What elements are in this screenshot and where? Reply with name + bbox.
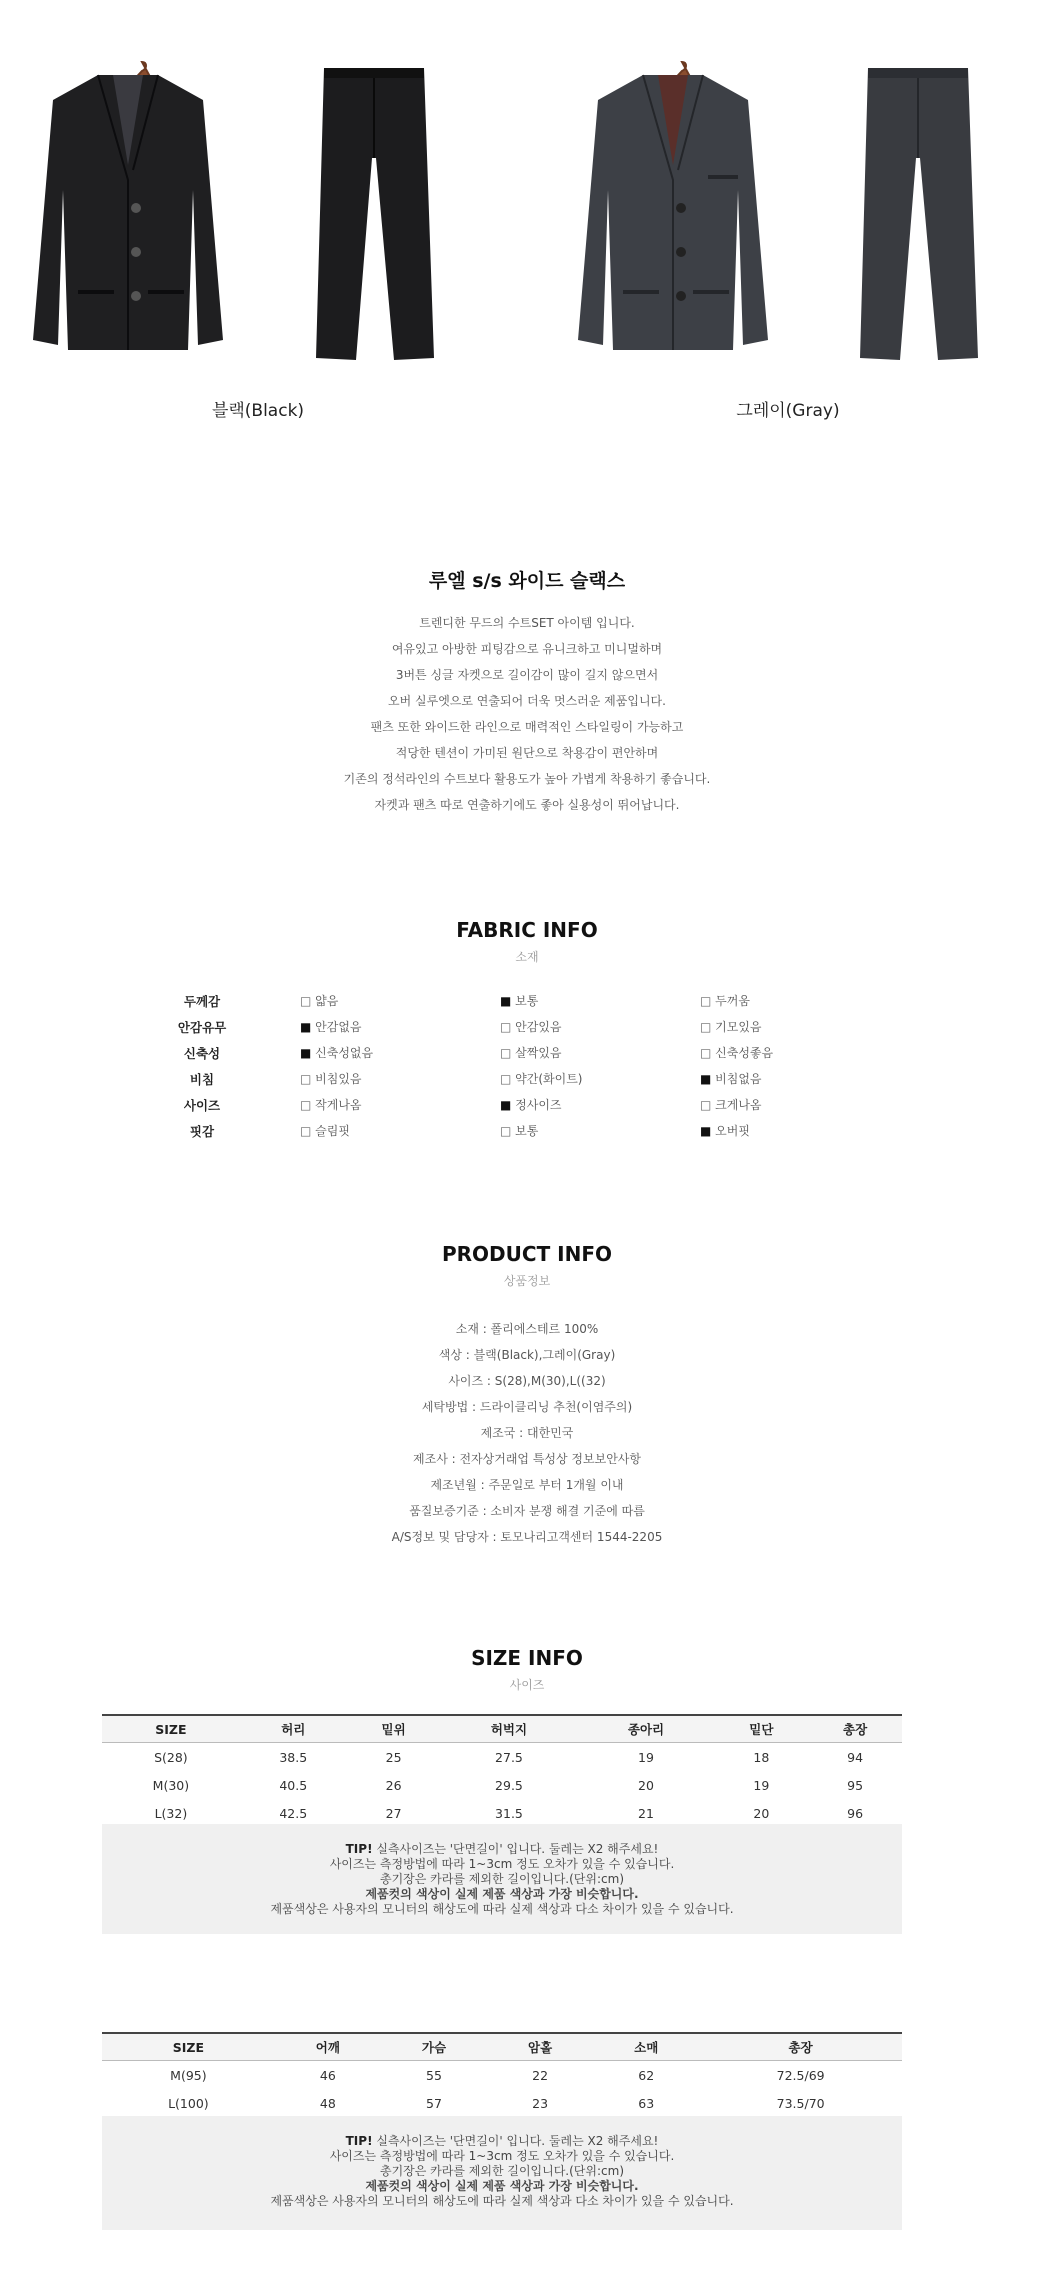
- table-row: [102, 1799, 902, 1827]
- table-cell: 95: [847, 1777, 864, 1793]
- tip-line: 사이즈는 측정방법에 따라 1~3cm 정도 오차가 있을 수 있습니다.: [329, 1857, 675, 1871]
- fabric-option-label: 비침없음: [715, 1072, 762, 1086]
- table-cell: 63: [638, 2095, 655, 2111]
- fabric-option-label: 보통: [515, 994, 539, 1008]
- tip-line: 제품색상은 사용자의 모니터의 해상도에 따라 실제 색상과 다소 차이가 있을 수 있습니다.: [270, 2194, 734, 2208]
- description-line: 기존의 정석라인의 수트보다 활용도가 높아 가볍게 착용하기 좋습니다.: [343, 772, 711, 786]
- unchecked-box-icon: □: [300, 994, 316, 1008]
- fabric-option-label: 안감없음: [315, 1020, 362, 1034]
- table-cell: L(100): [168, 2095, 209, 2111]
- tip-line: [102, 1842, 902, 1857]
- fabric-option: [500, 1044, 562, 1061]
- fabric-option: [300, 992, 338, 1009]
- tip-label: TIP!: [345, 1842, 373, 1856]
- product-info-line: 품질보증기준 : 소비자 분쟁 해결 기준에 따름: [409, 1504, 645, 1518]
- table-row: [102, 2089, 902, 2117]
- description-line: 3버튼 싱글 자켓으로 길이감이 많이 길지 않으면서: [395, 668, 659, 682]
- fabric-option-label: 두꺼움: [715, 994, 750, 1008]
- product-info-line: 세탁방법 : 드라이클리닝 추천(이염주의): [421, 1400, 633, 1414]
- black-pants-image: [304, 68, 444, 368]
- unchecked-box-icon: □: [300, 1098, 316, 1112]
- tip-line: 총기장은 카라를 제외한 길이입니다.(단위:cm): [379, 2164, 625, 2178]
- product-gray: [568, 62, 998, 367]
- checked-box-icon: ■: [300, 1020, 316, 1034]
- table-cell: 18: [753, 1749, 770, 1765]
- table-cell: 23: [532, 2095, 549, 2111]
- fabric-option: [700, 1096, 762, 1113]
- column-header: 밑위: [347, 1715, 441, 1743]
- product-info-line: A/S정보 및 담당자 : 토모나리고객센터 1544-2205: [391, 1530, 663, 1544]
- column-header: 허리: [240, 1715, 347, 1743]
- fabric-option: [500, 1018, 562, 1035]
- table-cell: 20: [753, 1805, 770, 1821]
- description-line: 여유있고 아방한 피팅감으로 유니크하고 미니멀하며: [391, 642, 663, 656]
- table-cell: 21: [638, 1805, 654, 1821]
- fabric-option-label: 보통: [515, 1124, 539, 1138]
- tip-label: TIP!: [345, 2134, 373, 2148]
- unchecked-box-icon: □: [700, 1046, 716, 1060]
- fabric-option-label: 슬림핏: [315, 1124, 350, 1138]
- checked-box-icon: ■: [700, 1072, 716, 1086]
- black-caption: 블랙(Black): [211, 401, 305, 421]
- fabric-option: [500, 1096, 562, 1113]
- tip-line: 제품컷의 색상이 실제 제품 색상과 가장 비슷합니다.: [365, 1887, 639, 1901]
- table-cell: 27: [385, 1805, 402, 1821]
- table-cell: 27.5: [495, 1749, 523, 1765]
- fabric-row-label: 비침: [189, 1072, 215, 1087]
- table-cell: 22: [532, 2067, 549, 2083]
- unchecked-box-icon: □: [500, 1046, 516, 1060]
- tip-text: 실측사이즈는 '단면길이' 입니다. 둘레는 X2 해주세요!: [372, 2134, 659, 2148]
- product-info-line: 색상 : 블랙(Black),그레이(Gray): [438, 1348, 616, 1362]
- fabric-option-label: 신축성없음: [315, 1046, 374, 1060]
- fabric-info-title: FABRIC INFO: [456, 918, 598, 942]
- fabric-option: [700, 1044, 773, 1061]
- unchecked-box-icon: □: [700, 1098, 716, 1112]
- fabric-option-label: 작게나옴: [315, 1098, 362, 1112]
- description-line: 팬츠 또한 와이드한 라인으로 매력적인 스타일링이 가능하고: [370, 720, 684, 734]
- fabric-row-label: 두께감: [183, 994, 221, 1009]
- fabric-row-label: 신축성: [183, 1046, 221, 1061]
- table-cell: 38.5: [279, 1749, 308, 1765]
- tip-line: 제품색상은 사용자의 모니터의 해상도에 따라 실제 색상과 다소 차이가 있을 수 있습니다.: [270, 1902, 734, 1916]
- checked-box-icon: ■: [500, 994, 516, 1008]
- fabric-option: [500, 1070, 582, 1087]
- fabric-row-label: 핏감: [189, 1124, 215, 1139]
- fabric-option: [300, 1070, 362, 1087]
- jacket-size-table: [102, 2032, 902, 2117]
- checked-box-icon: ■: [500, 1098, 516, 1112]
- table-cell: M(95): [170, 2067, 207, 2083]
- table-cell: 42.5: [279, 1805, 308, 1821]
- table-cell: 46: [319, 2067, 336, 2083]
- column-header: 밑단: [715, 1715, 809, 1743]
- gray-caption: 그레이(Gray): [736, 401, 840, 421]
- fabric-option: [500, 992, 538, 1009]
- tip-text: 실측사이즈는 '단면길이' 입니다. 둘레는 X2 해주세요!: [372, 1842, 659, 1856]
- black-jacket-image: [28, 70, 228, 370]
- fabric-option: [300, 1044, 373, 1061]
- unchecked-box-icon: □: [500, 1072, 516, 1086]
- fabric-option: [300, 1018, 362, 1035]
- table-cell: 96: [847, 1805, 864, 1821]
- table-cell: 57: [426, 2095, 442, 2111]
- gray-jacket-image: [568, 70, 778, 370]
- description-line: 트렌디한 무드의 수트SET 아이템 입니다.: [419, 616, 635, 630]
- product-info-line: 제조국 : 대한민국: [480, 1426, 574, 1440]
- fabric-option: [700, 1070, 762, 1087]
- tip-line: 사이즈는 측정방법에 따라 1~3cm 정도 오차가 있을 수 있습니다.: [329, 2149, 675, 2163]
- product-title: 루엘 s/s 와이드 슬랙스: [428, 570, 626, 592]
- fabric-option-label: 크게나옴: [715, 1098, 762, 1112]
- description-line: 적당한 텐션이 가미된 원단으로 착용감이 편안하며: [395, 746, 659, 760]
- fabric-row-label: 사이즈: [183, 1098, 221, 1113]
- checked-box-icon: ■: [300, 1046, 316, 1060]
- unchecked-box-icon: □: [500, 1124, 516, 1138]
- table-cell: 73.5/70: [776, 2095, 825, 2111]
- product-info-title: PRODUCT INFO: [441, 1242, 613, 1266]
- table-cell: 94: [847, 1749, 864, 1765]
- table-cell: 48: [319, 2095, 336, 2111]
- column-header: 허벅지: [440, 1715, 577, 1743]
- table-header-row: [102, 1715, 902, 1743]
- table-cell: 40.5: [279, 1777, 308, 1793]
- table-cell: L(32): [154, 1805, 188, 1821]
- unchecked-box-icon: □: [700, 994, 716, 1008]
- fabric-option-label: 기모있음: [715, 1020, 762, 1034]
- gray-pants-image: [848, 68, 988, 368]
- fabric-option: [700, 992, 750, 1009]
- tip-line: [102, 2134, 902, 2149]
- column-header: SIZE: [102, 1715, 240, 1743]
- size-tip-box: [102, 1824, 902, 1934]
- fabric-option-label: 신축성좋음: [715, 1046, 774, 1060]
- product-info-line: 사이즈 : S(28),M(30),L((32): [448, 1374, 606, 1388]
- tip-line: 총기장은 카라를 제외한 길이입니다.(단위:cm): [379, 1872, 625, 1886]
- size-info-subtitle: 사이즈: [509, 1678, 545, 1692]
- description-line: 오버 실루엣으로 연출되어 더욱 멋스러운 제품입니다.: [388, 694, 666, 708]
- table-cell: 55: [426, 2067, 442, 2083]
- fabric-option: [300, 1122, 350, 1139]
- column-header: 종아리: [577, 1715, 714, 1743]
- column-header: 소매: [593, 2033, 699, 2061]
- table-cell: 19: [753, 1777, 770, 1793]
- product-info-line: 제조사 : 전자상거래업 특성상 정보보안사항: [413, 1452, 641, 1466]
- fabric-option-label: 오버핏: [715, 1124, 750, 1138]
- table-cell: 25: [385, 1749, 402, 1765]
- fabric-info-subtitle: 소재: [515, 950, 539, 964]
- fabric-row-label: 안감유무: [177, 1020, 227, 1035]
- unchecked-box-icon: □: [300, 1124, 316, 1138]
- pants-size-table: [102, 1714, 902, 1827]
- fabric-option-label: 안감있음: [515, 1020, 562, 1034]
- column-header: SIZE: [102, 2033, 275, 2061]
- table-cell: 29.5: [495, 1777, 523, 1793]
- table-cell: 26: [385, 1777, 402, 1793]
- unchecked-box-icon: □: [700, 1020, 716, 1034]
- fabric-option-label: 얇음: [315, 994, 339, 1008]
- size-tip-box: [102, 2116, 902, 2230]
- table-cell: 19: [638, 1749, 654, 1765]
- fabric-option-label: 비침있음: [315, 1072, 362, 1086]
- fabric-option: [300, 1096, 362, 1113]
- table-cell: 20: [638, 1777, 654, 1793]
- table-cell: M(30): [152, 1777, 190, 1793]
- product-info-line: 소재 : 폴리에스테르 100%: [455, 1322, 599, 1336]
- fabric-option-label: 정사이즈: [515, 1098, 562, 1112]
- table-row: [102, 1771, 902, 1799]
- column-header: 총장: [808, 1715, 902, 1743]
- fabric-option: [700, 1122, 750, 1139]
- size-info-title: SIZE INFO: [471, 1646, 583, 1670]
- product-black: [28, 62, 458, 367]
- fabric-option: [700, 1018, 762, 1035]
- table-row: [102, 1743, 902, 1772]
- column-header: 가슴: [381, 2033, 487, 2061]
- column-header: 총장: [699, 2033, 902, 2061]
- fabric-option: [500, 1122, 538, 1139]
- column-header: 어깨: [275, 2033, 381, 2061]
- fabric-option-label: 살짝있음: [515, 1046, 562, 1060]
- unchecked-box-icon: □: [500, 1020, 516, 1034]
- table-cell: S(28): [154, 1749, 188, 1765]
- tip-line: 제품컷의 색상이 실제 제품 색상과 가장 비슷합니다.: [365, 2179, 639, 2193]
- column-header: 암홀: [487, 2033, 593, 2061]
- table-cell: 31.5: [495, 1805, 523, 1821]
- table-cell: 72.5/69: [776, 2067, 825, 2083]
- unchecked-box-icon: □: [300, 1072, 316, 1086]
- table-cell: 62: [638, 2067, 655, 2083]
- product-info-line: 제조년월 : 주문일로 부터 1개월 이내: [430, 1478, 624, 1492]
- table-row: [102, 2061, 902, 2090]
- table-header-row: [102, 2033, 902, 2061]
- description-line: 자켓과 팬츠 따로 연출하기에도 좋아 실용성이 뛰어납니다.: [374, 798, 680, 812]
- fabric-option-label: 약간(화이트): [515, 1072, 583, 1086]
- checked-box-icon: ■: [700, 1124, 716, 1138]
- product-info-subtitle: 상품정보: [503, 1274, 551, 1288]
